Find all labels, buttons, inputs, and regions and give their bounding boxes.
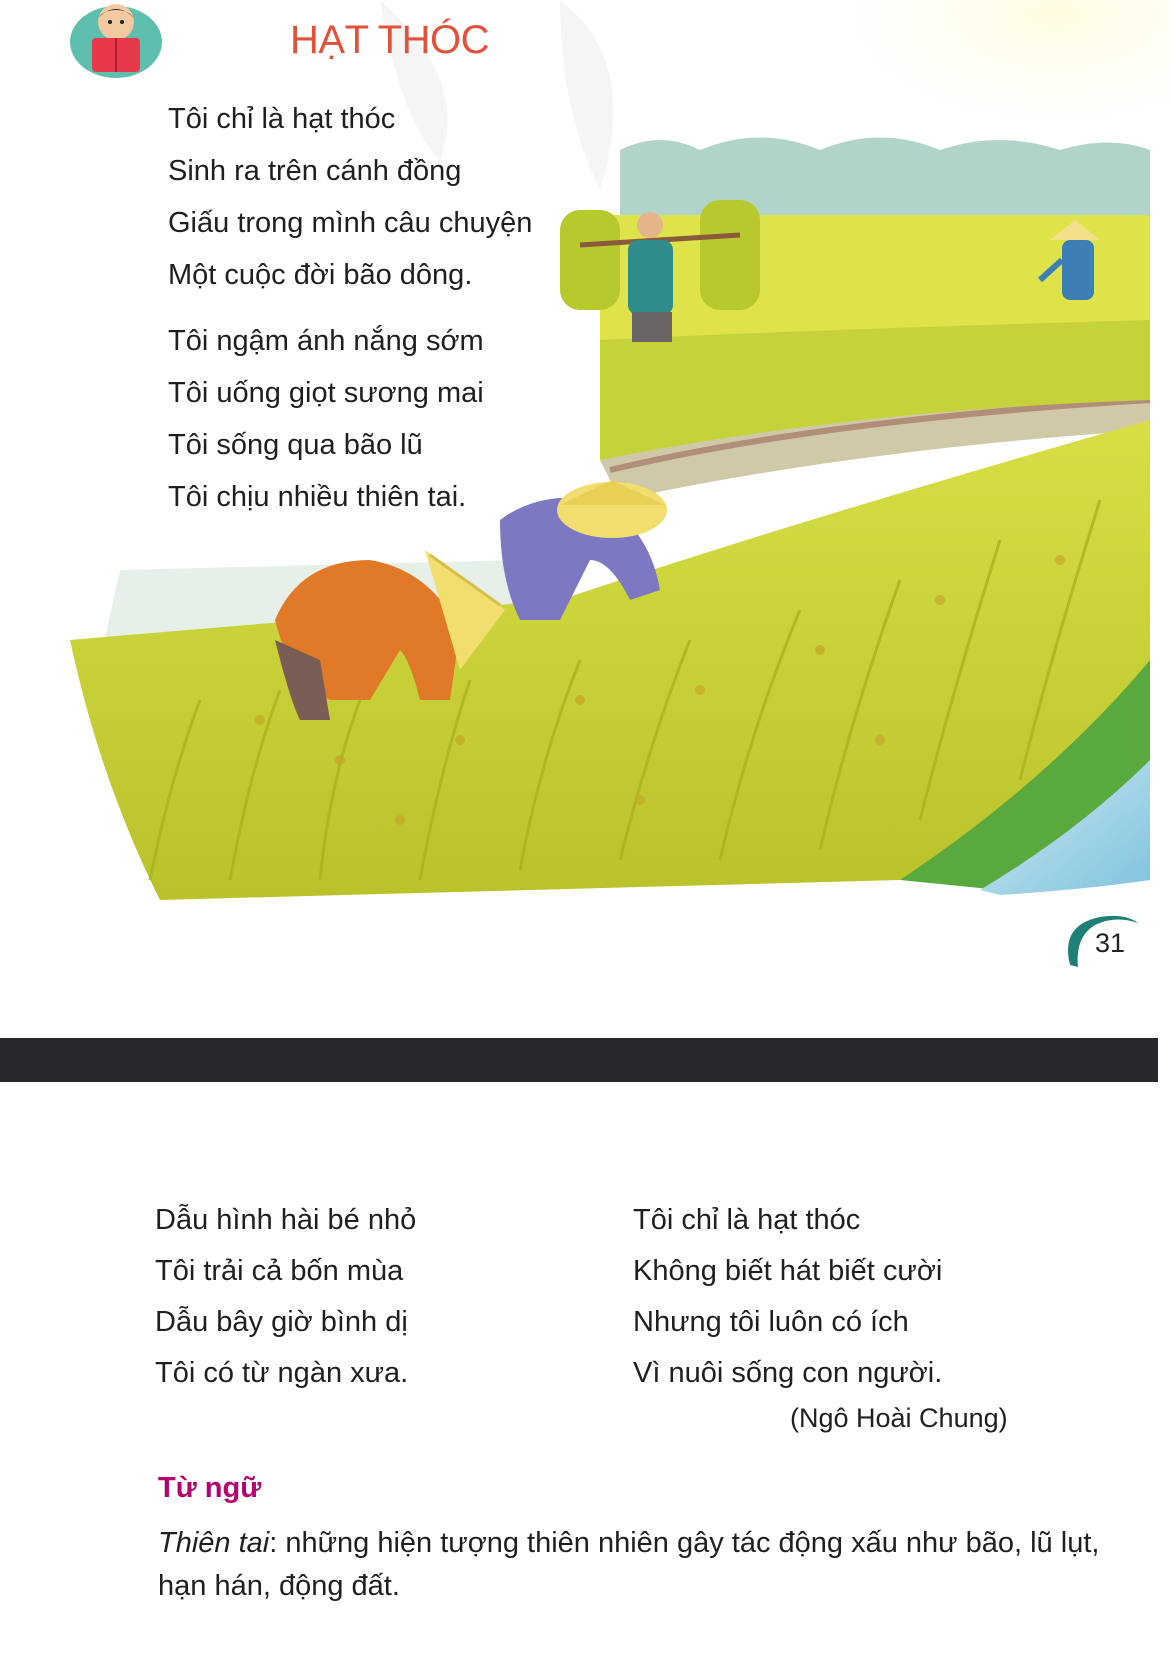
poem-line: Tôi ngậm ánh nắng sớm xyxy=(168,325,484,357)
poem-line: Tôi chịu nhiều thiên tai. xyxy=(168,481,467,513)
poem-line: Không biết hát biết cười xyxy=(633,1255,943,1287)
poem-line: Tôi sống qua bão lũ xyxy=(168,429,423,461)
poem-line: Dẫu bây giờ bình dị xyxy=(155,1306,408,1338)
page-number: 31 xyxy=(1095,928,1126,958)
poem-stanza-bottom-right xyxy=(633,1195,942,1399)
vocabulary-meaning: : những hiện tượng thiên nhiên gây tác động xấu như bão, lũ lụt, hạn hán, động đất. xyxy=(158,1527,1100,1602)
poem-line: Tôi uống giọt sương mai xyxy=(168,377,484,409)
poem-line: Tôi chỉ là hạt thóc xyxy=(168,103,396,135)
poem-line: Một cuộc đời bão dông. xyxy=(168,259,473,291)
poem-line: Tôi có từ ngàn xưa. xyxy=(155,1357,409,1389)
poem-line: Tôi trải cả bốn mùa xyxy=(155,1255,404,1287)
vocabulary-term: Thiên tai xyxy=(158,1527,270,1559)
poem-line: Sinh ra trên cánh đồng xyxy=(168,155,462,187)
poem-author: (Ngô Hoài Chung) xyxy=(790,1403,1008,1433)
page-divider xyxy=(0,1038,1158,1082)
poem-title: HẠT THÓC xyxy=(290,18,489,62)
vocabulary-heading: Từ ngữ xyxy=(158,1472,262,1504)
poem-line: Vì nuôi sống con người. xyxy=(633,1357,943,1389)
poem-line: Tôi chỉ là hạt thóc xyxy=(633,1204,861,1236)
reader-mascot-icon xyxy=(68,0,164,78)
poem-stanza-top xyxy=(168,93,532,523)
poem-line: Giấu trong mình câu chuyện xyxy=(168,207,533,239)
poem-line: Dẫu hình hài bé nhỏ xyxy=(155,1204,417,1236)
poem-line: Nhưng tôi luôn có ích xyxy=(633,1306,909,1338)
poem-stanza-bottom-left xyxy=(155,1195,416,1399)
vocabulary-definition xyxy=(158,1522,1148,1608)
